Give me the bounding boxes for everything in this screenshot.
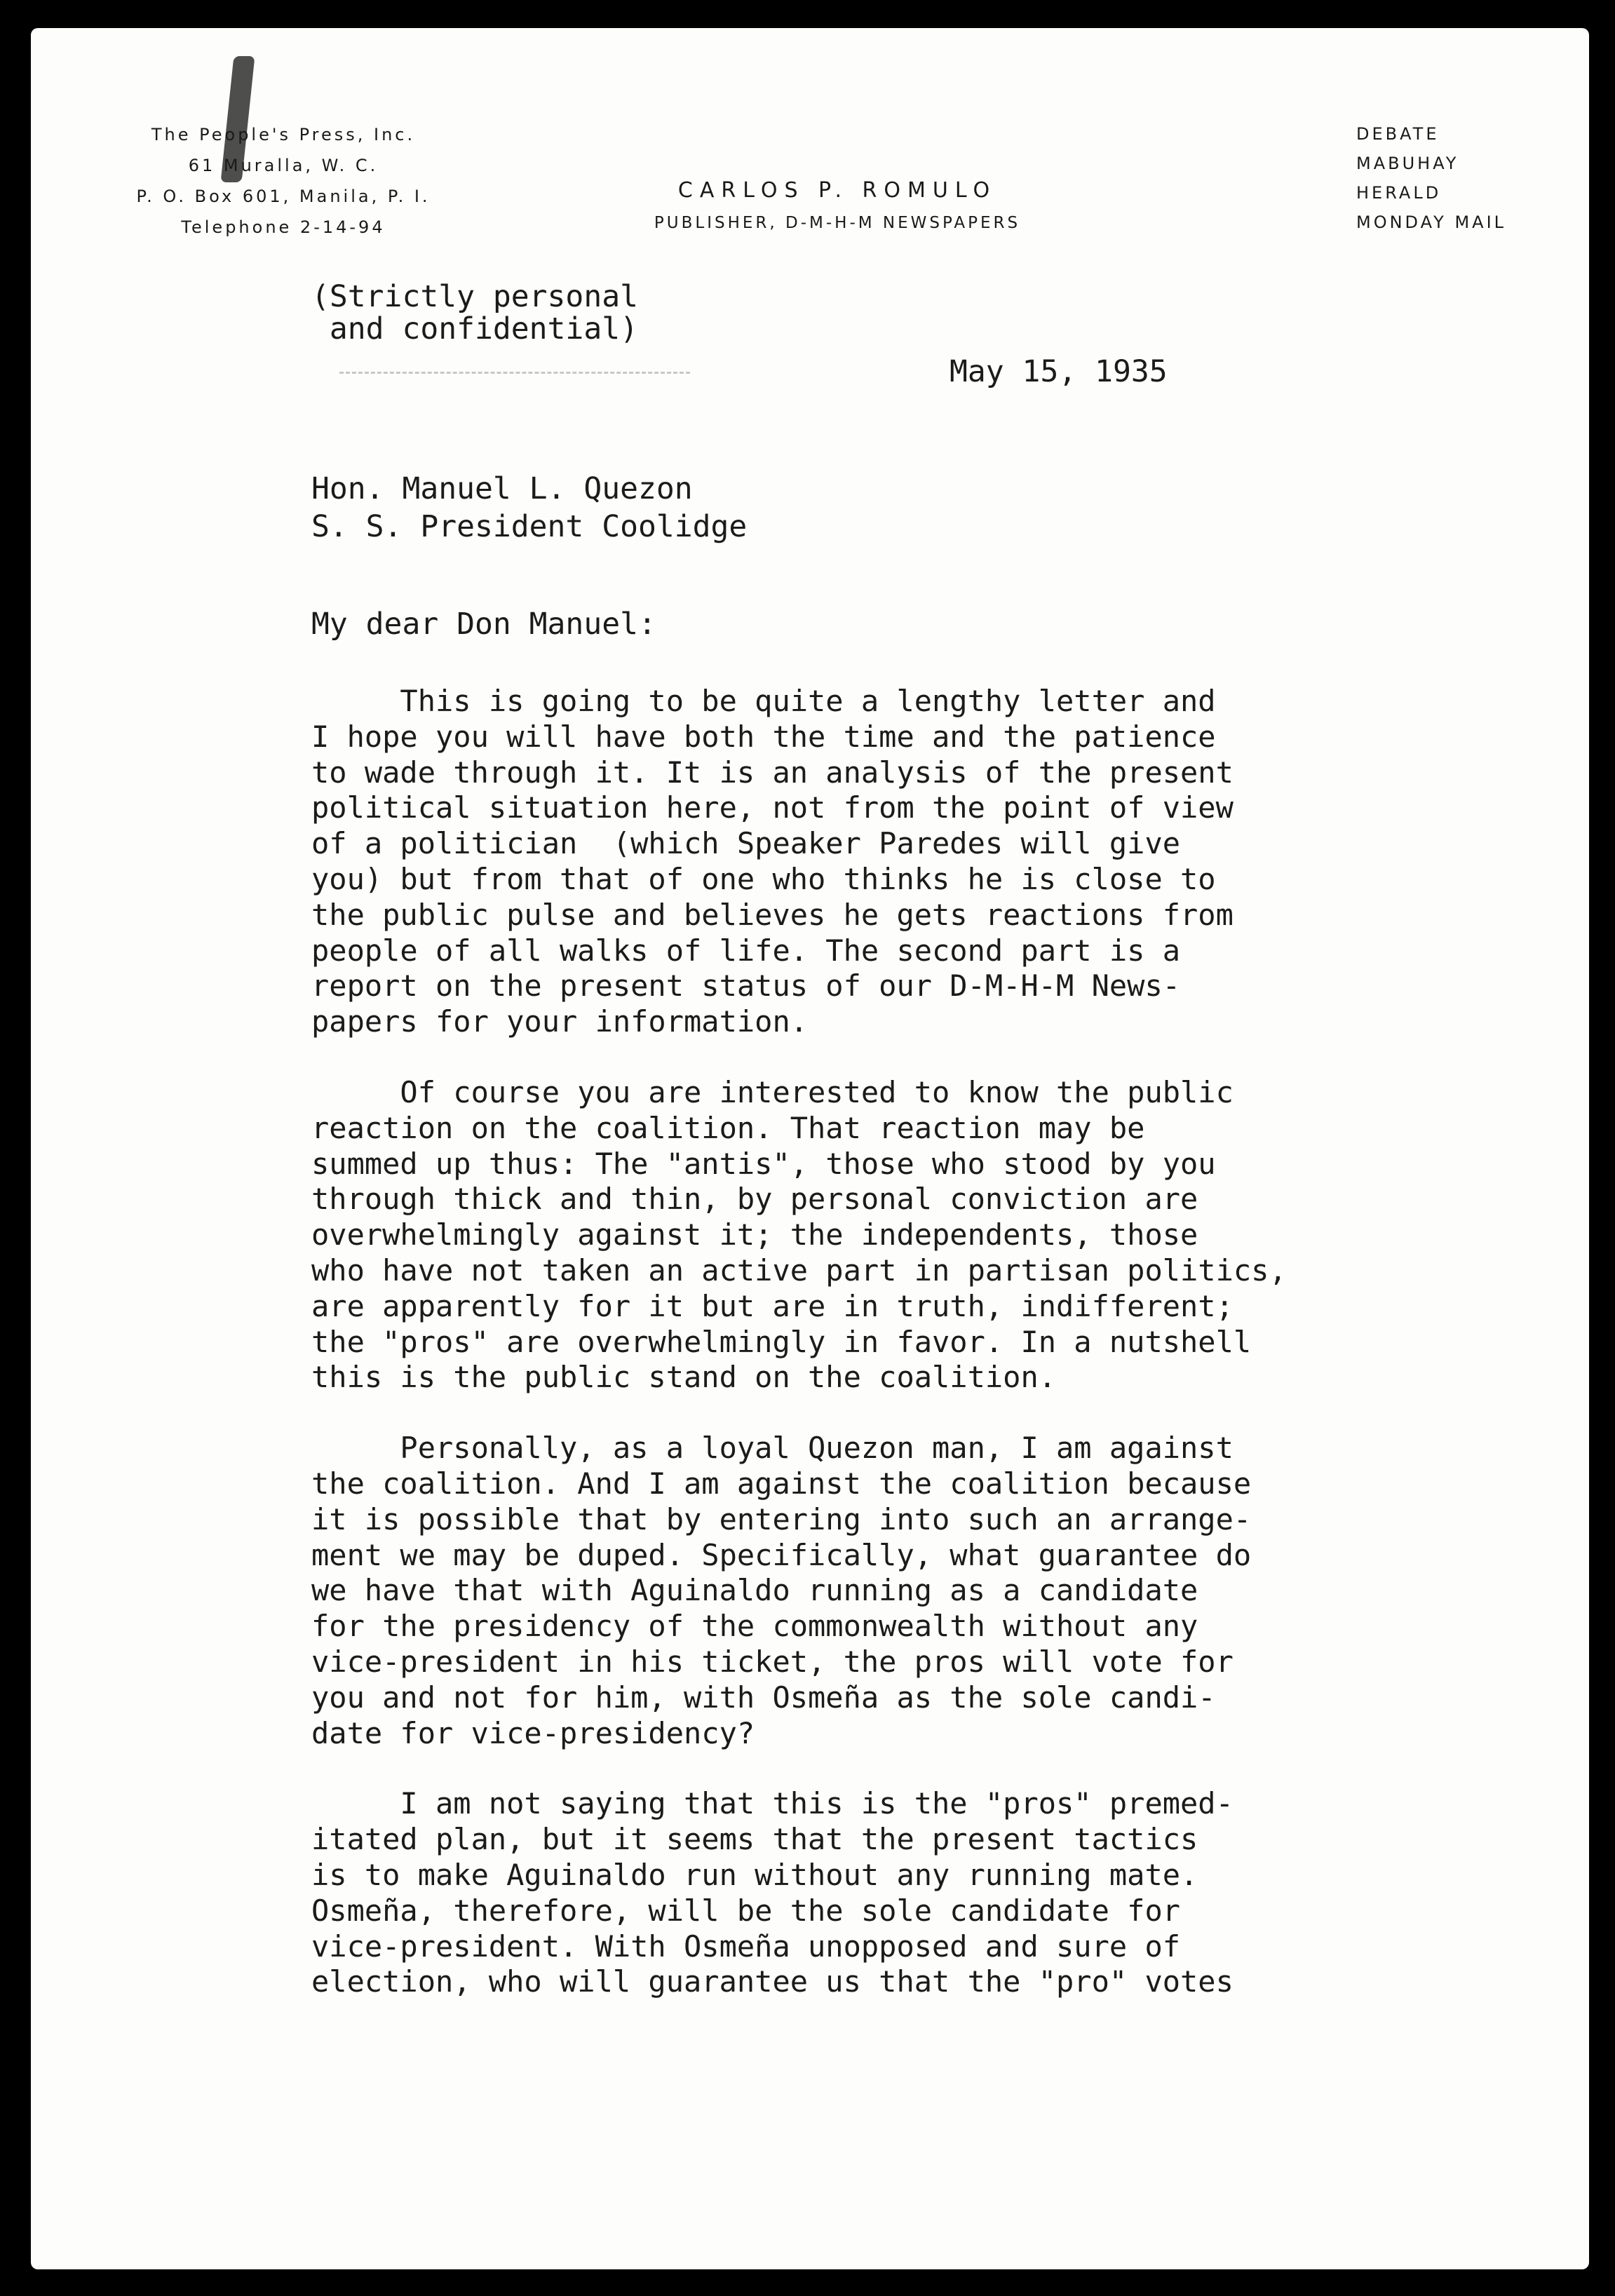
paragraph-line: overwhelmingly against it; the independents, those xyxy=(311,1217,1198,1252)
addressee xyxy=(311,470,747,546)
paragraph-line: Of course you are interested to know the public xyxy=(311,1074,1234,1109)
paragraph-line: Personally, as a loyal Quezon man, I am against xyxy=(311,1431,1234,1466)
paragraph-line: you and not for him, with Osmeña as the sole candi- xyxy=(311,1680,1216,1715)
paragraph-4 xyxy=(311,1786,1560,2000)
paragraph-line: vice-president. With Osmeña unopposed and sure of xyxy=(311,1929,1181,1964)
paragraph-line: we have that with Aguinaldo running as a candidate xyxy=(311,1573,1198,1608)
paper-monday-mail: MONDAY MAIL xyxy=(1356,212,1507,232)
paragraph-line: political situation here, not from the point of view xyxy=(311,790,1234,825)
letterhead-center xyxy=(592,174,1083,238)
paragraph-line: this is the public stand on the coalition. xyxy=(311,1360,1057,1395)
letterhead-pobox: P. O. Box 601, Manila, P. I. xyxy=(136,187,431,206)
paper-mabuhay: MABUHAY xyxy=(1356,154,1459,173)
addressee-name: Hon. Manuel L. Quezon xyxy=(311,471,693,506)
paragraph-3 xyxy=(311,1431,1560,1751)
letter-page xyxy=(31,28,1589,2269)
paragraph-line: the coalition. And I am against the coalition because xyxy=(311,1466,1252,1501)
paragraph-line: report on the present status of our D-M-H-M News- xyxy=(311,968,1181,1004)
confidential-line-2: and confidential) xyxy=(311,311,638,346)
paragraph-line: it is possible that by entering into such an arrange- xyxy=(311,1501,1252,1537)
publisher-title: PUBLISHER, D-M-H-M NEWSPAPERS xyxy=(654,214,1021,232)
paragraph-line: Osmeña, therefore, will be the sole candidate for xyxy=(311,1893,1181,1928)
paragraph-line: is to make Aguinaldo run without any running mate. xyxy=(311,1857,1198,1892)
letterhead-left xyxy=(101,119,466,243)
paragraph-line: date for vice-presidency? xyxy=(311,1715,755,1750)
paragraph-line: to wade through it. It is an analysis of the present xyxy=(311,755,1234,790)
letter-body xyxy=(311,684,1560,2035)
paragraph-line: papers for your information. xyxy=(311,1004,809,1039)
paragraph-line: election, who will guarantee us that the "pro" votes xyxy=(311,1964,1234,1999)
letterhead-street: 61 Muralla, W. C. xyxy=(188,156,379,175)
paragraph-line: I am not saying that this is the "pros" premed- xyxy=(311,1786,1234,1821)
paragraph-line: for the presidency of the commonwealth without any xyxy=(311,1609,1198,1644)
salutation: My dear Don Manuel: xyxy=(311,607,656,642)
paragraph-line: who have not taken an active part in partisan politics, xyxy=(311,1252,1287,1288)
paragraph-2 xyxy=(311,1075,1560,1396)
publisher-name: CARLOS P. ROMULO xyxy=(677,178,997,203)
paragraph-line: of a politician (which Speaker Paredes will give xyxy=(311,826,1181,861)
letter-date: May 15, 1935 xyxy=(950,354,1168,389)
paragraph-line: ment we may be duped. Specifically, what guarantee do xyxy=(311,1537,1252,1572)
confidential-line-1: (Strictly personal xyxy=(311,279,638,314)
confidential-rule xyxy=(339,372,690,374)
addressee-location: S. S. President Coolidge xyxy=(311,509,748,544)
paragraph-line: through thick and thin, by personal conviction are xyxy=(311,1182,1198,1217)
paragraph-line: summed up thus: The "antis", those who stood by you xyxy=(311,1146,1216,1181)
letterhead-company: The People's Press, Inc. xyxy=(151,125,416,144)
paragraph-line: itated plan, but it seems that the present tactics xyxy=(311,1822,1198,1857)
paper-debate: DEBATE xyxy=(1356,124,1440,144)
paragraph-line: This is going to be quite a lengthy letter and xyxy=(311,684,1216,718)
paragraph-line: you) but from that of one who thinks he is close to xyxy=(311,861,1216,896)
paragraph-line: I hope you will have both the time and the patience xyxy=(311,719,1216,754)
paragraph-line: the public pulse and believes he gets reactions from xyxy=(311,897,1234,932)
confidential-note xyxy=(311,281,638,345)
letterhead-right xyxy=(1356,119,1506,237)
paper-herald: HERALD xyxy=(1356,183,1442,203)
paragraph-1 xyxy=(311,684,1560,1040)
paragraph-line: reaction on the coalition. That reaction may be xyxy=(311,1110,1145,1145)
paragraph-line: the "pros" are overwhelmingly in favor. In a nutshell xyxy=(311,1324,1252,1359)
paragraph-line: are apparently for it but are in truth, indifferent; xyxy=(311,1288,1234,1323)
paragraph-line: vice-president in his ticket, the pros will vote for xyxy=(311,1644,1234,1679)
paragraph-line: people of all walks of life. The second part is a xyxy=(311,933,1181,968)
letterhead-telephone: Telephone 2-14-94 xyxy=(181,217,386,237)
